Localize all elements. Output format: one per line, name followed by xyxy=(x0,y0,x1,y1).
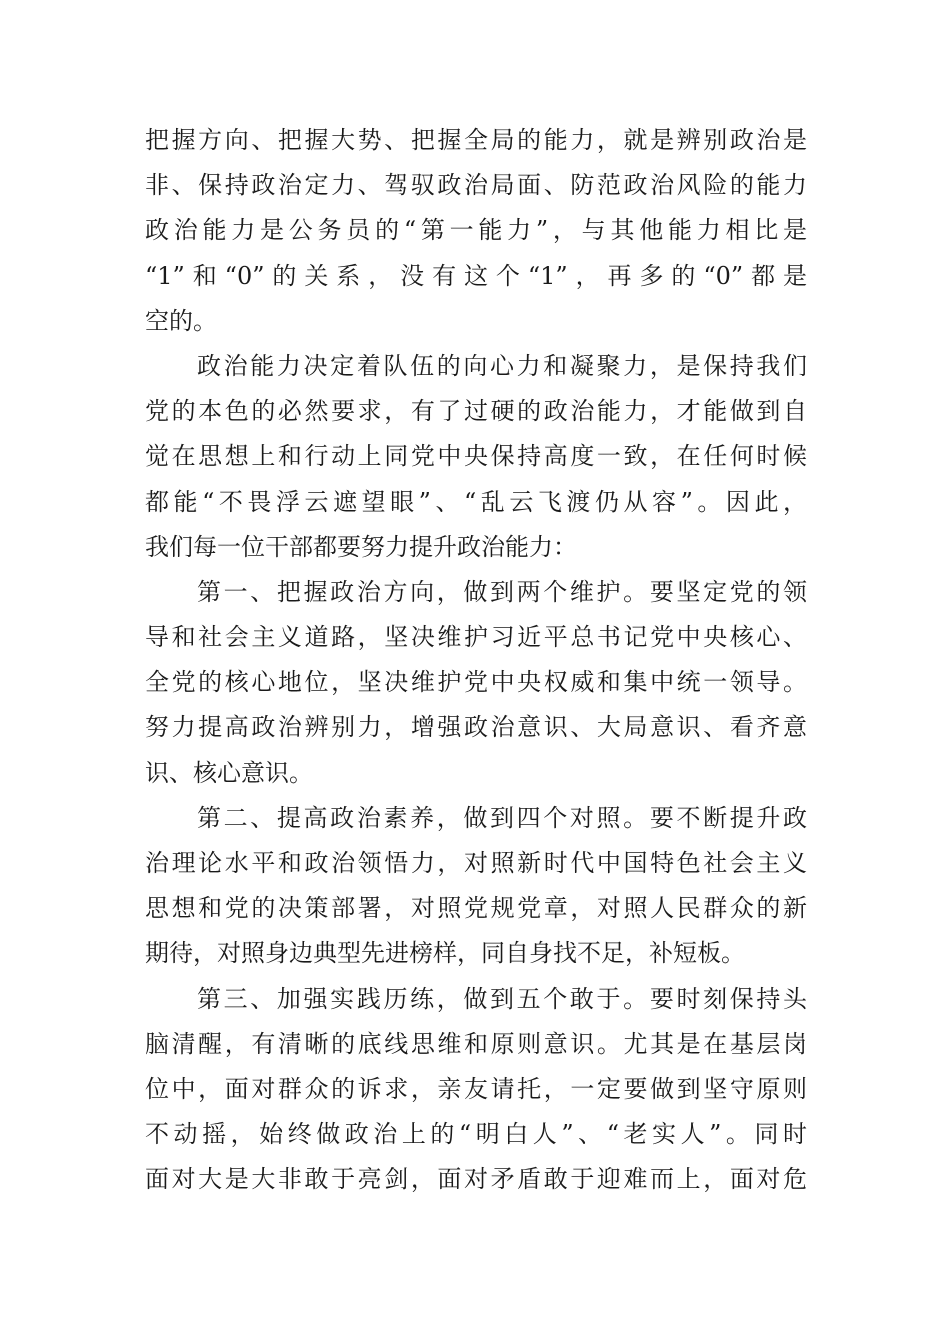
text-line: 脑清醒，有清晰的底线思维和原则意识。尤其是在基层岗 xyxy=(145,1029,807,1058)
text-line: 全党的核心地位，坚决维护党中央权威和集中统一领导。 xyxy=(145,668,807,697)
text-line: 把握方向、把握大势、把握全局的能力，就是辨别政治是 xyxy=(145,126,807,154)
text-line: 不动摇，始终做政治上的“明白人”、“老实人”。同时 xyxy=(145,1120,807,1149)
text-line: 空的。 xyxy=(145,306,217,335)
text-line: 面对大是大非敢于亮剑，面对矛盾敢于迎难而上，面对危 xyxy=(145,1165,807,1194)
text-line: 党的本色的必然要求，有了过硬的政治能力，才能做到自 xyxy=(145,397,807,426)
text-line: 第一、把握政治方向，做到两个维护。要坚定党的领 xyxy=(197,577,807,606)
text-line: 思想和党的决策部署，对照党规党章，对照人民群众的新 xyxy=(145,894,807,923)
text-line: 觉在思想上和行动上同党中央保持高度一致，在任何时候 xyxy=(145,442,807,471)
text-line: 努力提高政治辨别力，增强政治意识、大局意识、看齐意 xyxy=(145,713,807,742)
text-line: 识、核心意识。 xyxy=(145,758,313,787)
text-line: 我们每一位干部都要努力提升政治能力： xyxy=(145,532,577,561)
text-line: “1”和“0”的关系，没有这个“1”，再多的“0”都是 xyxy=(145,261,807,290)
text-line: 期待，对照身边典型先进榜样，同自身找不足，补短板。 xyxy=(145,939,745,968)
text-line: 第三、加强实践历练，做到五个敢于。要时刻保持头 xyxy=(197,984,807,1013)
document-body xyxy=(145,118,807,1203)
text-line: 政治能力是公务员的“第一能力”，与其他能力相比是 xyxy=(145,216,807,245)
text-line: 第二、提高政治素养，做到四个对照。要不断提升政 xyxy=(197,803,807,832)
text-line: 非、保持政治定力、驾驭政治局面、防范政治风险的能力 xyxy=(145,171,807,200)
text-line: 都能“不畏浮云遮望眼”、“乱云飞渡仍从容”。因此， xyxy=(145,487,807,516)
text-line: 导和社会主义道路，坚决维护习近平总书记党中央核心、 xyxy=(145,623,807,652)
text-line: 位中，面对群众的诉求，亲友请托，一定要做到坚守原则 xyxy=(145,1074,807,1103)
text-line: 治理论水平和政治领悟力，对照新时代中国特色社会主义 xyxy=(145,849,807,877)
text-line: 政治能力决定着队伍的向心力和凝聚力，是保持我们 xyxy=(197,351,807,380)
